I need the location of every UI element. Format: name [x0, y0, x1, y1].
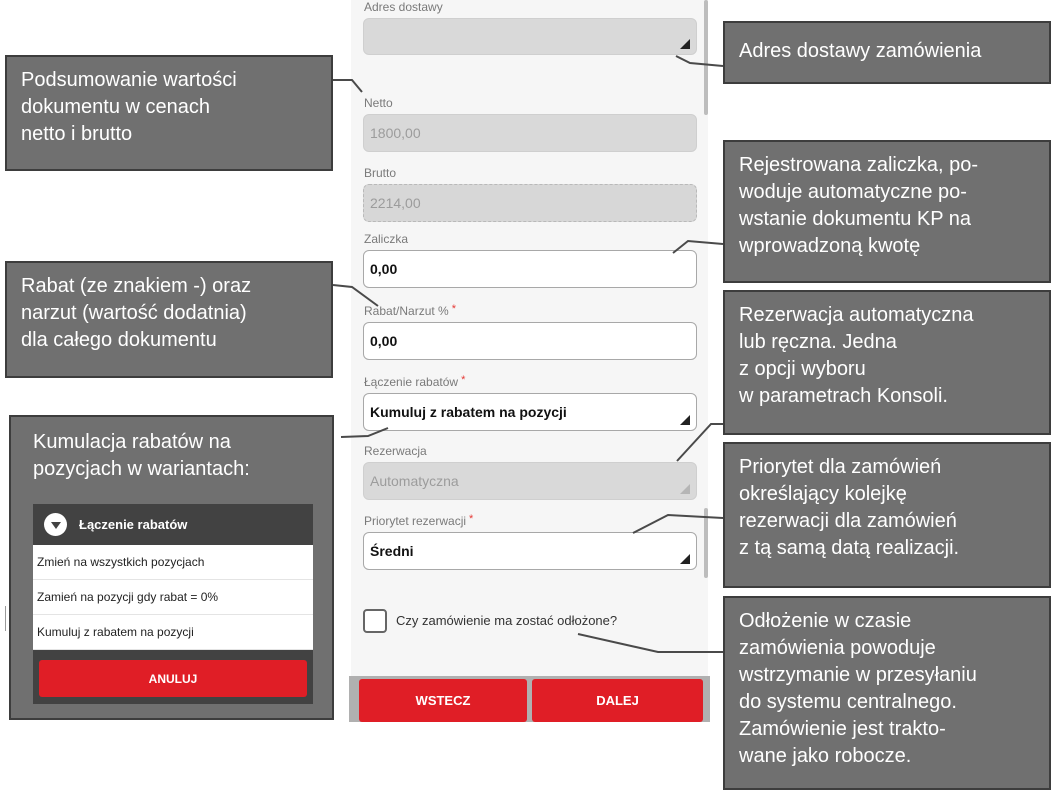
callout-line: do systemu centralnego. [739, 691, 957, 713]
dropdown-arrow-icon [680, 415, 690, 425]
rezerwacja-label: Rezerwacja [364, 444, 427, 458]
priorytet-label [364, 514, 473, 528]
dialog-header [33, 504, 313, 545]
edge-marker [5, 606, 6, 631]
dialog-option[interactable]: Zamień na pozycji gdy rabat = 0% [33, 580, 313, 615]
callout-priorytet [723, 442, 1051, 588]
netto-field [363, 114, 697, 152]
priorytet-select[interactable] [363, 532, 697, 570]
priorytet-value: Średni [370, 543, 414, 559]
back-button[interactable]: WSTECZ [359, 679, 527, 722]
dialog-title: Łączenie rabatów [79, 517, 188, 532]
dialog-option[interactable]: Kumuluj z rabatem na pozycji [33, 615, 313, 650]
brutto-label: Brutto [364, 166, 397, 180]
callout-line: wane jako robocze. [739, 745, 912, 767]
priorytet-label-text: Priorytet rezerwacji [364, 514, 467, 528]
rabat-label [364, 304, 456, 318]
laczenie-label [364, 375, 465, 389]
rabat-label-text: Rabat/Narzut % [364, 304, 449, 318]
callout-summary [5, 55, 333, 171]
callout-line: Odłożenie w czasie [739, 610, 912, 632]
callout-rabat [5, 261, 333, 378]
scrollbar-top[interactable] [704, 0, 708, 115]
callout-kumulacja [9, 415, 334, 720]
dropdown-arrow-icon [680, 554, 690, 564]
callout-line: Zamówienie jest trakto- [739, 718, 946, 740]
rezerwacja-value: Automatyczna [370, 473, 459, 489]
chevron-down-circle-icon [44, 513, 67, 536]
callout-line: określający kolejkę [739, 483, 907, 505]
netto-value: 1800,00 [370, 125, 421, 141]
callout-line: Rejestrowana zaliczka, po- [739, 154, 978, 176]
callout-line: z opcji wyboru [739, 358, 866, 380]
callout-line: Priorytet dla zamówień [739, 456, 942, 478]
required-marker: * [469, 513, 474, 525]
zaliczka-label: Zaliczka [364, 232, 409, 246]
callout-line: zamówienia powoduje [739, 637, 936, 659]
zaliczka-input[interactable] [363, 250, 697, 288]
scrollbar-bottom[interactable] [704, 508, 708, 578]
netto-label: Netto [364, 96, 393, 110]
order-form-screen [349, 0, 710, 722]
callout-line: wprowadzoną kwotę [739, 235, 921, 257]
laczenie-dialog [33, 504, 313, 704]
dialog-options [33, 545, 313, 650]
address-select[interactable] [363, 18, 697, 55]
callout-line: narzut (wartość dodatnia) [21, 302, 247, 324]
address-label: Adres dostawy [364, 0, 443, 14]
callout-line: Rabat (ze znakiem -) oraz [21, 275, 252, 297]
laczenie-select[interactable] [363, 393, 697, 431]
callout-line: Kumulacja rabatów na [33, 431, 231, 453]
rezerwacja-select [363, 462, 697, 500]
dropdown-arrow-icon [680, 484, 690, 494]
callout-zaliczka [723, 140, 1051, 283]
callout-line: woduje automatyczne po- [739, 181, 967, 203]
next-button[interactable]: DALEJ [532, 679, 703, 722]
inset-title [33, 429, 250, 483]
brutto-field [363, 184, 697, 222]
rabat-input[interactable] [363, 322, 697, 360]
cancel-button[interactable]: ANULUJ [39, 660, 307, 697]
callout-line: z tą samą datą realizacji. [739, 537, 960, 559]
callout-line: dla całego dokumentu [21, 329, 217, 351]
required-marker: * [451, 303, 456, 315]
callout-line: w parametrach Konsoli. [739, 385, 948, 407]
laczenie-label-text: Łączenie rabatów [364, 375, 459, 389]
callout-odlozenie [723, 596, 1051, 790]
dropdown-arrow-icon [680, 39, 690, 49]
zaliczka-value: 0,00 [370, 261, 398, 277]
callout-line: dokumentu w cenach [21, 96, 211, 118]
callout-line: rezerwacji dla zamówień [739, 510, 957, 532]
callout-line: lub ręczna. Jedna [739, 331, 897, 353]
brutto-value: 2214,00 [370, 195, 421, 211]
callout-line: pozycjach w wariantach: [33, 458, 250, 480]
laczenie-value: Kumuluj z rabatem na pozycji [370, 404, 567, 420]
callout-line: Podsumowanie wartości [21, 69, 237, 91]
callout-line: Adres dostawy zamówienia [739, 40, 982, 62]
callout-rezerwacja [723, 290, 1051, 435]
callout-line: wstrzymanie w przesyłaniu [739, 664, 977, 686]
callout-line: netto i brutto [21, 123, 133, 145]
required-marker: * [461, 374, 466, 386]
bottom-button-bar [349, 676, 710, 722]
odlozenie-checkbox[interactable] [363, 609, 387, 633]
callout-line: Rezerwacja automatyczna [739, 304, 974, 326]
callout-address [723, 21, 1051, 84]
rabat-value: 0,00 [370, 333, 398, 349]
callout-line: wstanie dokumentu KP na [739, 208, 972, 230]
odlozenie-label[interactable]: Czy zamówienie ma zostać odłożone? [396, 613, 618, 628]
dialog-option[interactable]: Zmień na wszystkich pozycjach [33, 545, 313, 580]
